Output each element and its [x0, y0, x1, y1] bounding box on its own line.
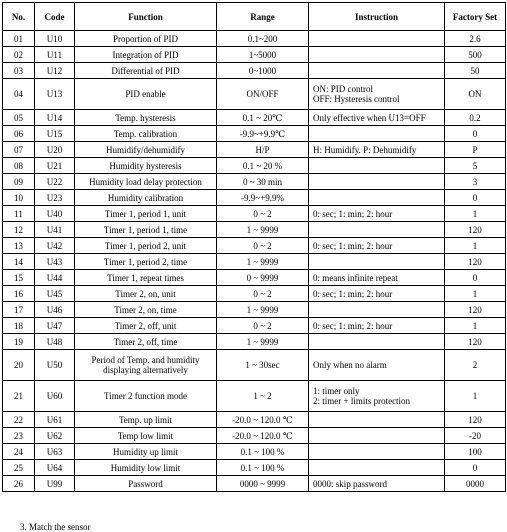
cell-factory-set: 2.6 — [445, 31, 506, 47]
table-row — [3, 238, 506, 254]
cell-function: Timer 2, off, time — [75, 334, 217, 350]
cell-code: U42 — [35, 238, 75, 254]
table-body — [3, 31, 506, 492]
cell-factory-set: -20 — [445, 428, 506, 444]
cell-code: U50 — [35, 350, 75, 381]
cell-range: 1 ~ 9999 — [217, 302, 309, 318]
table-row — [3, 79, 506, 110]
cell-code: U40 — [35, 206, 75, 222]
parameter-table — [2, 2, 506, 492]
cell-code: U99 — [35, 476, 75, 492]
cell-code: U11 — [35, 47, 75, 63]
cell-function: Differential of PID — [75, 63, 217, 79]
cell-range: -20.0 ~ 120.0 ℃ — [217, 428, 309, 444]
cell-range: 0.1 ~ 20 % — [217, 158, 309, 174]
cell-instruction — [309, 222, 445, 238]
cell-range: 1 ~ 9999 — [217, 254, 309, 270]
cell-range: 0.1 ~ 100 % — [217, 444, 309, 460]
cell-no: 18 — [3, 318, 35, 334]
cell-factory-set: 5 — [445, 158, 506, 174]
cell-code: U41 — [35, 222, 75, 238]
cell-code: U64 — [35, 460, 75, 476]
cell-factory-set: 100 — [445, 444, 506, 460]
cell-function: Humidity low limit — [75, 460, 217, 476]
cell-instruction — [309, 63, 445, 79]
cell-no: 07 — [3, 142, 35, 158]
cell-function: Temp. up limit — [75, 412, 217, 428]
cell-factory-set: 120 — [445, 302, 506, 318]
table-row — [3, 254, 506, 270]
cell-no: 13 — [3, 238, 35, 254]
cell-no: 24 — [3, 444, 35, 460]
cell-code: U62 — [35, 428, 75, 444]
cell-factory-set: 120 — [445, 222, 506, 238]
cell-code: U63 — [35, 444, 75, 460]
table-row — [3, 412, 506, 428]
table-row — [3, 222, 506, 238]
cell-instruction: 0: means infinite repeat — [309, 270, 445, 286]
cell-no: 19 — [3, 334, 35, 350]
cell-instruction — [309, 174, 445, 190]
table-row — [3, 350, 506, 381]
cell-function: Timer 2, on, time — [75, 302, 217, 318]
cell-instruction — [309, 254, 445, 270]
cell-range: 0 ~ 2 — [217, 206, 309, 222]
table-row — [3, 110, 506, 126]
cell-no: 16 — [3, 286, 35, 302]
cell-no: 15 — [3, 270, 35, 286]
cell-factory-set: 1 — [445, 318, 506, 334]
cell-function: Humidity up limit — [75, 444, 217, 460]
cell-factory-set: 2 — [445, 350, 506, 381]
cell-function: Temp. calibration — [75, 126, 217, 142]
cell-range: -9.9~+9.9% — [217, 190, 309, 206]
cell-function: PID enable — [75, 79, 217, 110]
cell-factory-set: 0000 — [445, 476, 506, 492]
table-row — [3, 302, 506, 318]
header-instruction: Instruction — [309, 3, 445, 31]
cell-code: U12 — [35, 63, 75, 79]
table-row — [3, 334, 506, 350]
cell-instruction — [309, 302, 445, 318]
cell-range: 0~1000 — [217, 63, 309, 79]
cell-factory-set: 120 — [445, 412, 506, 428]
cell-range: H/P — [217, 142, 309, 158]
cell-instruction — [309, 334, 445, 350]
cell-no: 03 — [3, 63, 35, 79]
cell-function: Timer 1, period 2, unit — [75, 238, 217, 254]
cell-code: U21 — [35, 158, 75, 174]
cell-code: U43 — [35, 254, 75, 270]
cell-no: 04 — [3, 79, 35, 110]
cell-factory-set: 120 — [445, 254, 506, 270]
cell-factory-set: 0 — [445, 126, 506, 142]
table-row — [3, 126, 506, 142]
table-row — [3, 428, 506, 444]
cell-factory-set: P — [445, 142, 506, 158]
table-row — [3, 381, 506, 412]
table-row — [3, 460, 506, 476]
table-row — [3, 206, 506, 222]
header-row — [3, 3, 506, 31]
cell-code: U10 — [35, 31, 75, 47]
header-code: Code — [35, 3, 75, 31]
cell-range: 0.1 ~ 100 % — [217, 460, 309, 476]
cell-code: U44 — [35, 270, 75, 286]
cell-no: 23 — [3, 428, 35, 444]
cell-no: 02 — [3, 47, 35, 63]
table-row — [3, 158, 506, 174]
cell-factory-set: ON — [445, 79, 506, 110]
cell-no: 10 — [3, 190, 35, 206]
cell-no: 14 — [3, 254, 35, 270]
cell-function: Timer 2 function mode — [75, 381, 217, 412]
cell-no: 05 — [3, 110, 35, 126]
cell-range: 0 ~ 2 — [217, 286, 309, 302]
cell-range: -9.9~+9.9℃ — [217, 126, 309, 142]
cell-function: Timer 1, period 1, unit — [75, 206, 217, 222]
cell-instruction — [309, 412, 445, 428]
cell-function: Timer 1, period 2, time — [75, 254, 217, 270]
cell-instruction: 0: sec; 1: min; 2: hour — [309, 318, 445, 334]
cell-function: Proportion of PID — [75, 31, 217, 47]
cell-instruction: 0: sec; 1: min; 2: hour — [309, 286, 445, 302]
cell-no: 25 — [3, 460, 35, 476]
table-row — [3, 286, 506, 302]
table-row — [3, 318, 506, 334]
cell-no: 21 — [3, 381, 35, 412]
cell-factory-set: 1 — [445, 206, 506, 222]
cell-instruction — [309, 158, 445, 174]
table-row — [3, 142, 506, 158]
cell-code: U14 — [35, 110, 75, 126]
table-row — [3, 174, 506, 190]
cell-instruction: Only effective when U13=OFF — [309, 110, 445, 126]
table-row — [3, 444, 506, 460]
cell-factory-set: 0 — [445, 190, 506, 206]
cell-instruction — [309, 460, 445, 476]
cell-function: Humidify/dehumidify — [75, 142, 217, 158]
footnote: 3. Match the sensor — [20, 522, 91, 532]
cell-range: 0000 ~ 9999 — [217, 476, 309, 492]
cell-range: 1~5000 — [217, 47, 309, 63]
cell-instruction — [309, 47, 445, 63]
cell-no: 09 — [3, 174, 35, 190]
cell-range: 0 ~ 9999 — [217, 270, 309, 286]
cell-code: U60 — [35, 381, 75, 412]
cell-factory-set: 1 — [445, 381, 506, 412]
cell-instruction — [309, 428, 445, 444]
cell-code: U23 — [35, 190, 75, 206]
cell-instruction — [309, 126, 445, 142]
cell-instruction: Only when no alarm — [309, 350, 445, 381]
cell-range: 1 ~ 30sec — [217, 350, 309, 381]
table-row — [3, 63, 506, 79]
cell-code: U15 — [35, 126, 75, 142]
cell-range: ON/OFF — [217, 79, 309, 110]
cell-code: U48 — [35, 334, 75, 350]
cell-function: Temp. hysteresis — [75, 110, 217, 126]
header-range: Range — [217, 3, 309, 31]
cell-instruction — [309, 444, 445, 460]
cell-function: Period of Temp. and humidity displaying alternatively — [75, 350, 217, 381]
cell-instruction: 0: sec; 1: min; 2: hour — [309, 206, 445, 222]
cell-function: Humidity calibration — [75, 190, 217, 206]
cell-code: U45 — [35, 286, 75, 302]
cell-instruction: 0: sec; 1: min; 2: hour — [309, 238, 445, 254]
cell-function: Humidity hysteresis — [75, 158, 217, 174]
cell-no: 17 — [3, 302, 35, 318]
header-function: Function — [75, 3, 217, 31]
cell-range: 0 ~ 2 — [217, 238, 309, 254]
table-row — [3, 190, 506, 206]
cell-function: Timer 2, on, unit — [75, 286, 217, 302]
cell-code: U47 — [35, 318, 75, 334]
header-no: No. — [3, 3, 35, 31]
cell-instruction — [309, 31, 445, 47]
cell-function: Integration of PID — [75, 47, 217, 63]
cell-function: Temp low limit — [75, 428, 217, 444]
cell-code: U61 — [35, 412, 75, 428]
cell-function: Humidity load delay protection — [75, 174, 217, 190]
cell-no: 08 — [3, 158, 35, 174]
table-row — [3, 476, 506, 492]
cell-no: 20 — [3, 350, 35, 381]
cell-instruction: 0000: skip password — [309, 476, 445, 492]
cell-no: 11 — [3, 206, 35, 222]
cell-factory-set: 1 — [445, 238, 506, 254]
cell-code: U13 — [35, 79, 75, 110]
cell-code: U22 — [35, 174, 75, 190]
cell-instruction: H: Humidify. P: Dehumidify — [309, 142, 445, 158]
cell-factory-set: 0 — [445, 270, 506, 286]
cell-factory-set: 500 — [445, 47, 506, 63]
cell-range: -20.0 ~ 120.0 ℃ — [217, 412, 309, 428]
cell-function: Timer 2, off, unit — [75, 318, 217, 334]
cell-function: Password — [75, 476, 217, 492]
cell-range: 0.1~200 — [217, 31, 309, 47]
cell-instruction: 1: timer only 2: timer + limits protection — [309, 381, 445, 412]
table-row — [3, 270, 506, 286]
cell-instruction: ON: PID control OFF: Hysteresis control — [309, 79, 445, 110]
cell-no: 22 — [3, 412, 35, 428]
cell-function: Timer 1, repeat times — [75, 270, 217, 286]
table-row — [3, 31, 506, 47]
cell-code: U46 — [35, 302, 75, 318]
cell-no: 12 — [3, 222, 35, 238]
header-factory-set: Factory Set — [445, 3, 506, 31]
cell-range: 1 ~ 9999 — [217, 334, 309, 350]
cell-range: 0.1 ~ 20℃ — [217, 110, 309, 126]
cell-no: 26 — [3, 476, 35, 492]
cell-instruction — [309, 190, 445, 206]
cell-factory-set: 3 — [445, 174, 506, 190]
cell-factory-set: 0 — [445, 460, 506, 476]
table-row — [3, 47, 506, 63]
cell-no: 01 — [3, 31, 35, 47]
cell-code: U20 — [35, 142, 75, 158]
cell-range: 0 ~ 2 — [217, 318, 309, 334]
cell-factory-set: 1 — [445, 286, 506, 302]
cell-no: 06 — [3, 126, 35, 142]
cell-factory-set: 50 — [445, 63, 506, 79]
cell-factory-set: 120 — [445, 334, 506, 350]
cell-range: 1 ~ 2 — [217, 381, 309, 412]
cell-range: 0 ~ 30 min — [217, 174, 309, 190]
cell-function: Timer 1, period 1, time — [75, 222, 217, 238]
cell-range: 1 ~ 9999 — [217, 222, 309, 238]
cell-factory-set: 0.2 — [445, 110, 506, 126]
